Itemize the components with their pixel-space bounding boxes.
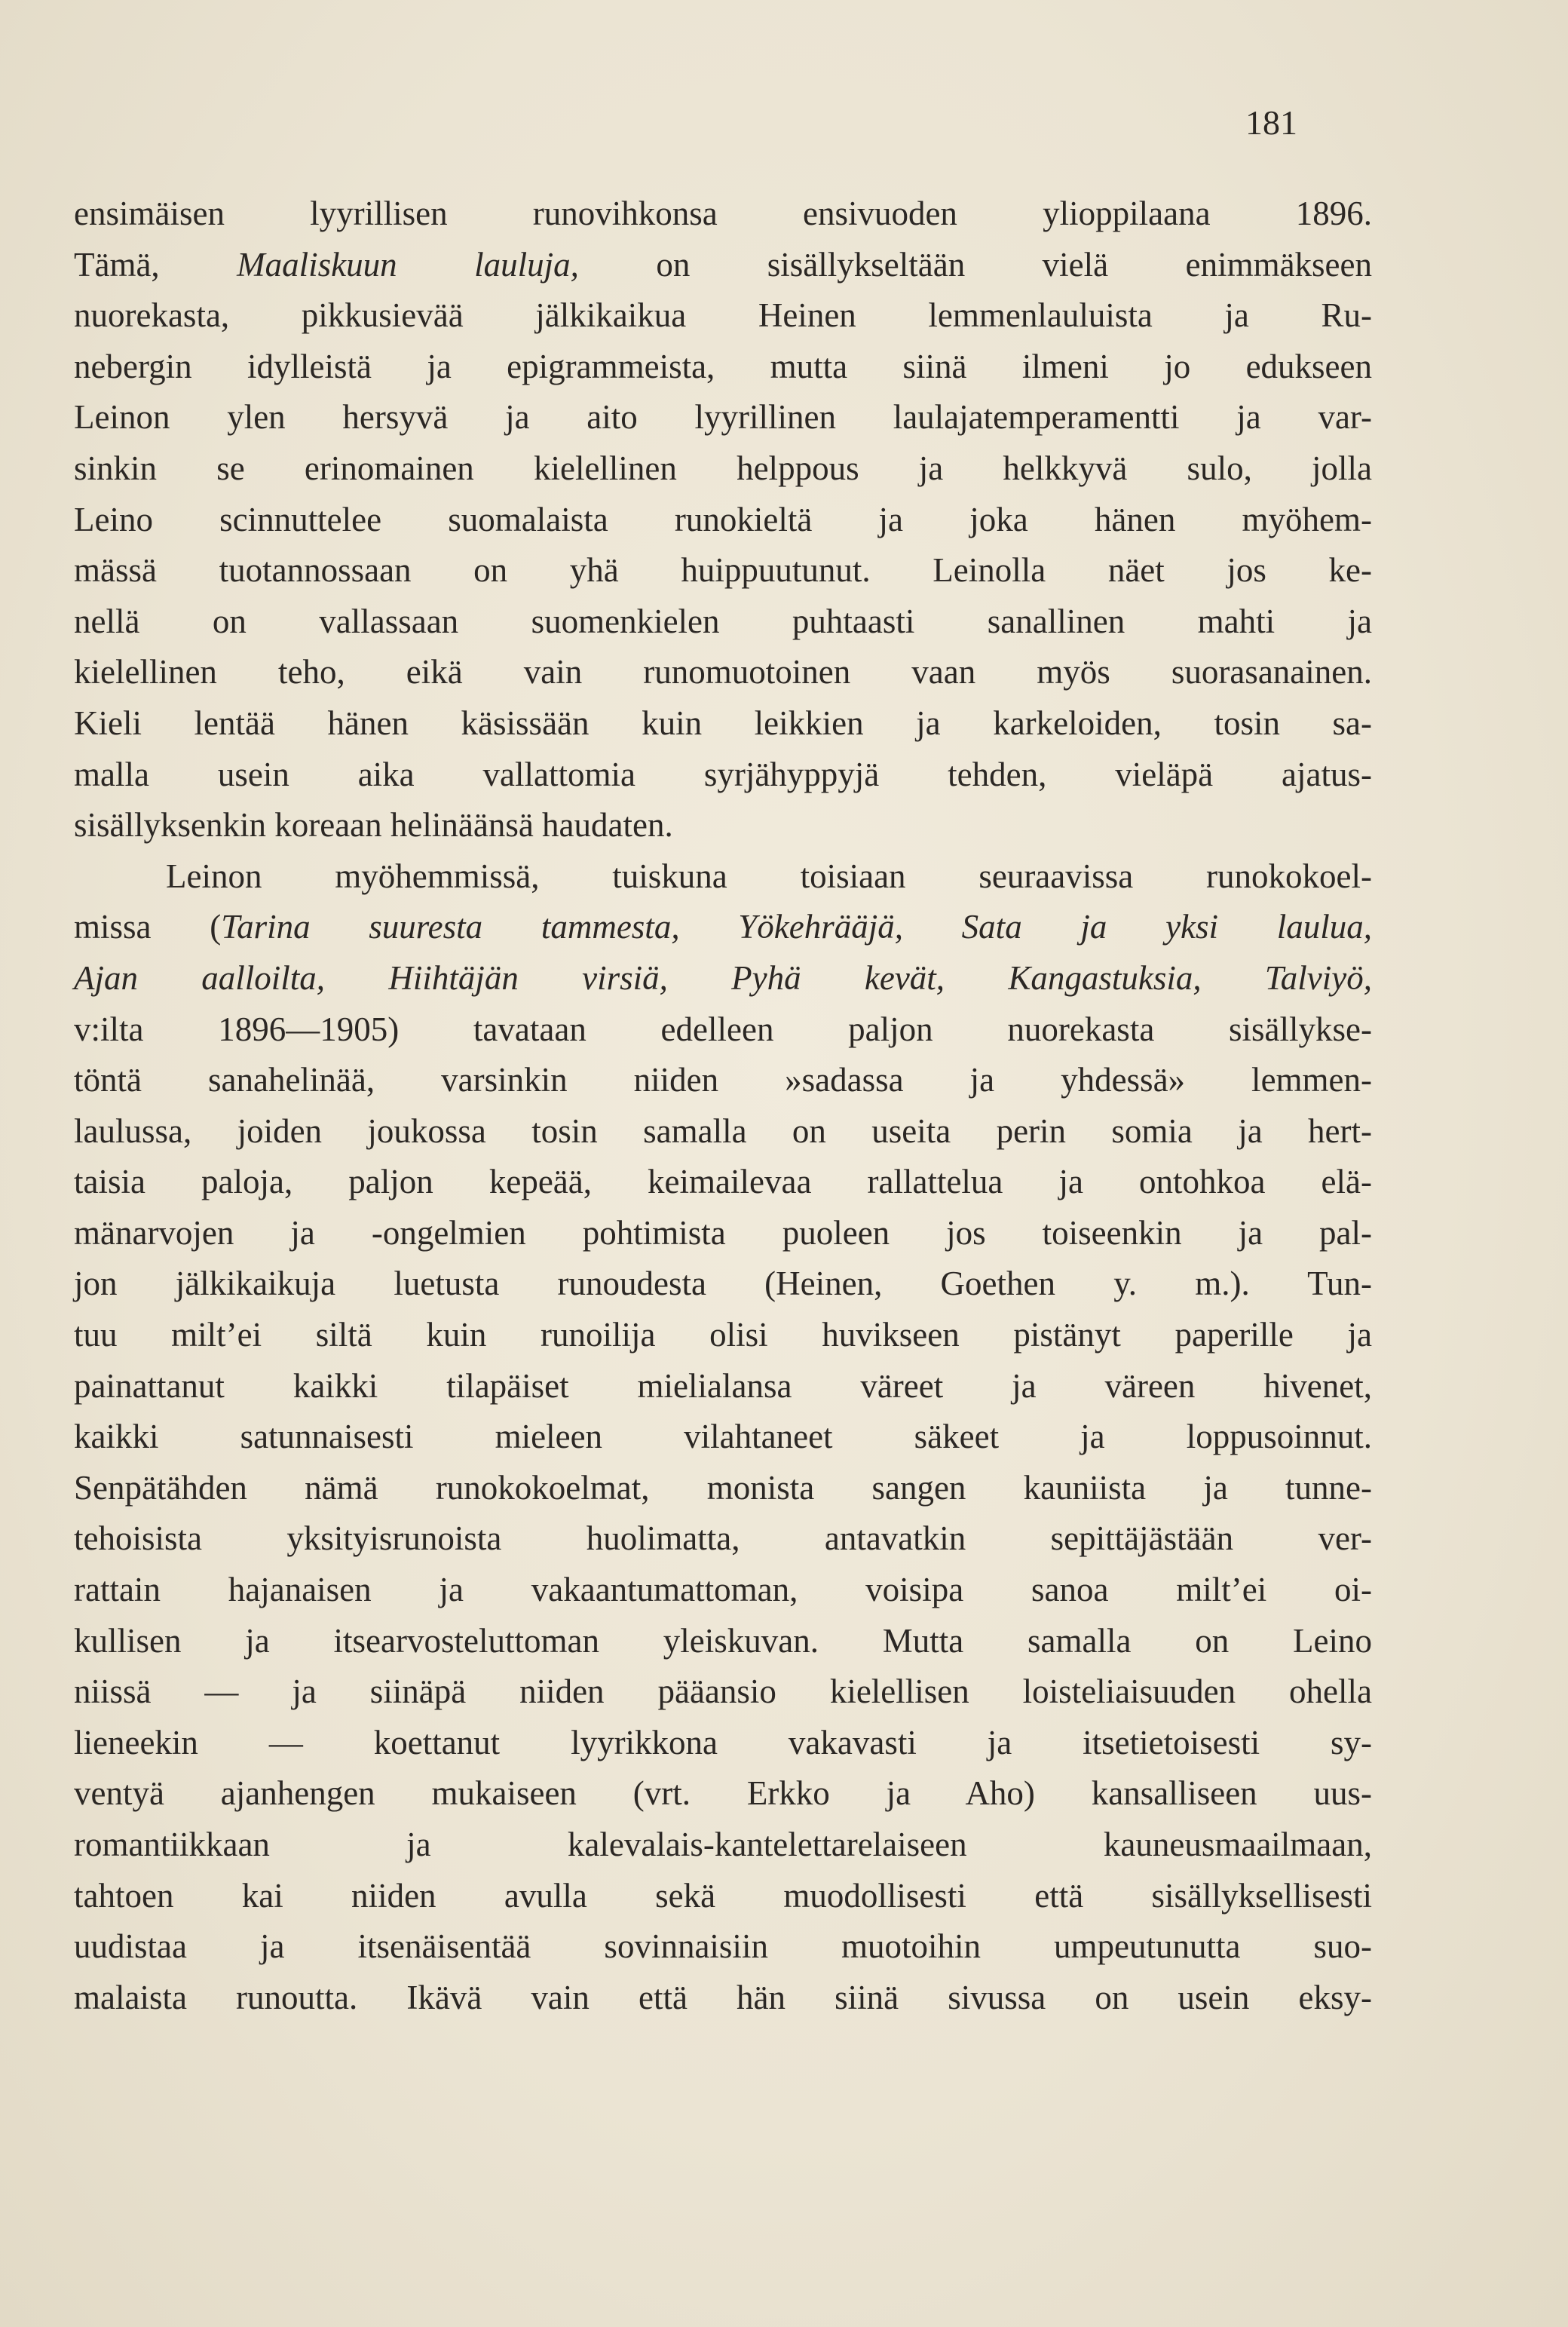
text-line	[74, 1259, 1372, 1310]
text-line	[74, 1871, 1372, 1922]
text-line	[74, 902, 1372, 953]
line-text: Leinon myöhemmissä, tuiskuna toisiaan seuraavissa runokokoel-	[166, 857, 1372, 895]
line-text: malla usein aika vallattomia syrjähyppyjä tehden, vieläpä ajatus-	[74, 755, 1372, 793]
line-text: niissä — ja siinäpä niiden pääansio kielellisen loisteliaisuuden ohella	[74, 1672, 1372, 1711]
text-line	[74, 1666, 1372, 1718]
text-line	[74, 1513, 1372, 1565]
line-text: rattain hajanaisen ja vakaantumattoman, voisipa sanoa milt’ei oi-	[74, 1571, 1372, 1609]
line-text: malaista runoutta. Ikävä vain että hän siinä sivussa on usein eksy-	[74, 1978, 1372, 2016]
line-text: taisia paloja, paljon kepeää, keimailevaa rallattelua ja ontohkoa elä-	[74, 1163, 1372, 1201]
body-text	[74, 189, 1372, 2023]
text-line	[74, 750, 1372, 801]
line-text: on sisällykseltään vielä enimmäkseen	[578, 245, 1373, 284]
line-text: Leino scinnuttelee suomalaista runokieltä ja joka hänen myöhem-	[74, 500, 1372, 538]
text-line	[74, 189, 1372, 240]
text-line	[74, 1310, 1372, 1361]
text-line	[74, 1718, 1372, 1769]
line-text: mänarvojen ja -ongelmien pohtimista puoleen jos toiseenkin ja pal-	[74, 1213, 1372, 1252]
text-line	[74, 800, 1372, 851]
text-line	[74, 342, 1372, 393]
line-text: romantiikkaan ja kalevalais-kantelettarelaiseen kauneusmaailmaan,	[74, 1826, 1372, 1863]
line-text: uudistaa ja itsenäisentää sovinnaisiin muotoihin umpeutunutta suo-	[74, 1927, 1372, 1966]
text-line	[74, 495, 1372, 546]
line-text: v:ilta 1896—1905) tavataan edelleen paljon nuorekasta sisällykse-	[74, 1010, 1372, 1048]
line-text: kielellinen teho, eikä vain runomuotoinen vaan myös suorasanainen.	[74, 653, 1372, 691]
text-line	[74, 1004, 1372, 1056]
text-line	[74, 1921, 1372, 1973]
line-text: nuorekasta, pikkusievää jälkikaikua Heinen lemmenlauluista ja Ru-	[74, 296, 1372, 335]
page-number: 181	[1245, 103, 1297, 142]
italic-title-text: Ajan aalloilta, Hiihtäjän virsiä, Pyhä kevät, Kangastuksia, Talviyö,	[74, 958, 1372, 997]
text-line	[74, 1820, 1372, 1871]
line-text: Kieli lentää hänen käsissään kuin leikkien ja karkeloiden, tosin sa-	[74, 704, 1372, 742]
text-line	[74, 1055, 1372, 1106]
text-line	[74, 1208, 1372, 1259]
line-text: ventyä ajanhengen mukaiseen (vrt. Erkko ja Aho) kansalliseen uus-	[74, 1774, 1372, 1813]
text-line	[74, 1412, 1372, 1463]
line-text: sisällyksenkin koreaan helinäänsä haudaten.	[74, 806, 673, 845]
text-line	[74, 545, 1372, 596]
text-line	[74, 647, 1372, 698]
line-text: töntä sanahelinää, varsinkin niiden »sadassa ja yhdessä» lemmen-	[74, 1061, 1372, 1099]
text-line	[74, 443, 1372, 495]
italic-title-text: Tarina suuresta tammesta, Yökehrääjä, Sata ja yksi laulua,	[221, 908, 1372, 946]
text-line	[74, 1768, 1372, 1820]
line-text: tehoisista yksityisrunoista huolimatta, antavatkin sepittäjästään ver-	[74, 1519, 1372, 1558]
text-line	[74, 1157, 1372, 1208]
line-text: laulussa, joiden joukossa tosin samalla on useita perin somia ja hert-	[74, 1111, 1372, 1150]
line-text: Tämä,	[74, 245, 237, 284]
line-text: kaikki satunnaisesti mieleen vilahtaneet säkeet ja loppusoinnut.	[74, 1418, 1372, 1456]
text-line	[74, 290, 1372, 342]
line-text: jon jälkikaikuja luetusta runoudesta (Heinen, Goethen y. m.). Tun-	[74, 1265, 1372, 1303]
text-line	[74, 1973, 1372, 2024]
text-line	[74, 392, 1372, 443]
line-text: painattanut kaikki tilapäiset mielialansa väreet ja väreen hivenet,	[74, 1366, 1372, 1405]
text-line	[74, 953, 1372, 1004]
text-line	[74, 1106, 1372, 1157]
line-text: mässä tuotannossaan on yhä huippuutunut. Leinolla näet jos ke-	[74, 551, 1372, 590]
line-text: missa (	[74, 908, 222, 946]
text-line	[74, 1463, 1372, 1514]
line-text: kullisen ja itsearvosteluttoman yleiskuvan. Mutta samalla on Leino	[74, 1621, 1372, 1660]
line-text: lieneekin — koettanut lyyrikkona vakavasti ja itsetietoisesti sy-	[74, 1723, 1372, 1761]
line-text: tahtoen kai niiden avulla sekä muodollisesti että sisällyksellisesti	[74, 1876, 1372, 1915]
line-text: nebergin idylleistä ja epigrammeista, mutta siinä ilmeni jo edukseen	[74, 347, 1372, 385]
line-text: tuu milt’ei siltä kuin runoilija olisi huvikseen pistänyt paperille ja	[74, 1316, 1372, 1354]
line-text: sinkin se erinomainen kielellinen helppous ja helkkyvä sulo, jolla	[74, 449, 1372, 487]
line-text: Leinon ylen hersyvä ja aito lyyrillinen laulajatemperamentti ja var-	[74, 398, 1372, 437]
line-text: nellä on vallassaan suomenkielen puhtaasti sanallinen mahti ja	[74, 602, 1372, 640]
line-text: ensimäisen lyyrillisen runovihkonsa ensivuoden ylioppilaana 1896.	[74, 195, 1372, 232]
text-line	[74, 1565, 1372, 1616]
italic-title-text: Maaliskuun lauluja,	[237, 245, 579, 284]
text-line	[74, 698, 1372, 750]
text-line	[74, 240, 1372, 291]
text-line	[74, 851, 1372, 903]
text-line	[74, 1616, 1372, 1667]
text-line	[74, 1361, 1372, 1412]
text-line	[74, 596, 1372, 648]
line-text: Senpätähden nämä runokokoelmat, monista sangen kauniista ja tunne-	[74, 1468, 1372, 1507]
